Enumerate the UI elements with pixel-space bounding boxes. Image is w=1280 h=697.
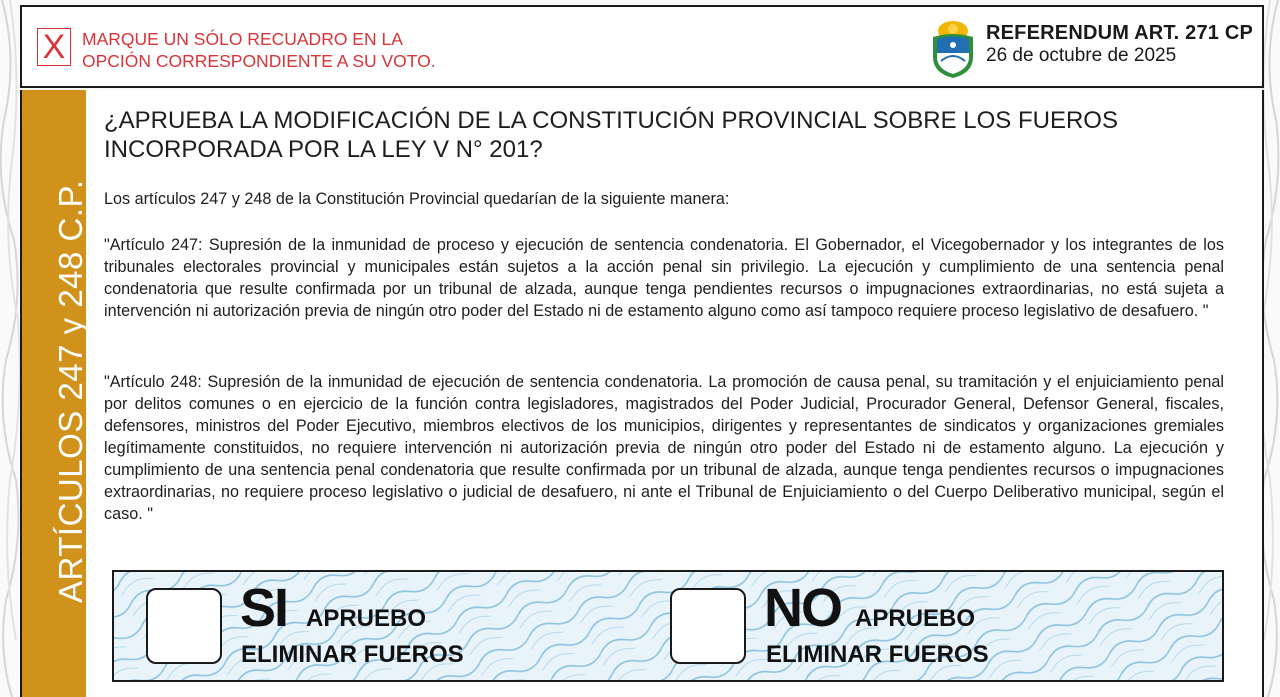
no-option-label: NO xyxy=(764,578,841,638)
question-line-2: INCORPORADA POR LA LEY V N° 201? xyxy=(104,136,543,163)
referendum-date: 26 de octubre de 2025 xyxy=(986,45,1177,66)
articles-side-label: ARTÍCULOS 247 y 248 C.P. xyxy=(52,179,89,603)
si-option-label: SI xyxy=(240,578,288,638)
article-248-text: "Artículo 248: Supresión de la inmunidad de ejecución de sentencia condenatoria. La promoción de causa penal, su tramitación y el enjuiciamiento penal por delitos comunes o en ejercicio de la función contra legisladores, magistrados del Poder Judicial, Procurador General, Defensor General, fiscales, defensores, ministros del Poder Ejecutivo, miembros electivos de los municipios, dirigentes y representantes de sindicatos y organizaciones gremiales legítimamente constituidos, no requiere intervención ni autorización previa de ningún otro poder del Estado ni de estamento alguno. La ejecución y cumplimiento de una sentencia penal condenatoria que resulte confirmada por un tribunal de alzada, aunque tenga pendientes recursos o impugnaciones extraordinarias, no requiere proceso legislativo o judicial de desafuero, ni ante el Tribunal de Enjuiciamiento o del Cuerpo Deliberativo municipal, según el caso. " xyxy=(104,373,1224,523)
vote-options-area xyxy=(112,570,1224,682)
instruction-line-1: MARQUE UN SÓLO RECUADRO EN LA xyxy=(82,29,403,49)
instruction-line-2: OPCIÓN CORRESPONDIENTE A SU VOTO. xyxy=(82,51,436,71)
no-option-eliminar-fueros: ELIMINAR FUEROS xyxy=(766,641,989,668)
provincial-crest-icon xyxy=(927,17,979,79)
no-option-apruebo: APRUEBO xyxy=(855,605,976,632)
si-checkbox[interactable] xyxy=(146,588,222,664)
si-option-apruebo: APRUEBO xyxy=(306,605,427,632)
ballot-header xyxy=(20,5,1264,88)
x-mark-icon: X xyxy=(42,28,66,66)
mark-example-box xyxy=(37,28,71,66)
articles-intro: Los artículos 247 y 248 de la Constitución Provincial quedarían de la siguiente manera: xyxy=(104,190,730,208)
referendum-title: REFERENDUM ART. 271 CP xyxy=(986,22,1254,44)
article-247-text: "Artículo 247: Supresión de la inmunidad de proceso y ejecución de sentencia condenatoria. El Gobernador, el Vicegobernador y los integrantes de los tribunales electorales provincial y municipales están sujetos a la acción penal sin privilegio. La ejecución y cumplimiento de una sentencia penal condenatoria que resulte confirmada por un tribunal de alzada, aunque tenga pendientes recursos o impugnaciones extraordinarias, no está sujeta a intervención ni autorización previa de ningún otro poder del Estado ni de estamento alguno como así tampoco requiere proceso legislativo de desafuero. " xyxy=(104,236,1224,320)
si-option-eliminar-fueros: ELIMINAR FUEROS xyxy=(241,641,464,668)
left-background-pattern xyxy=(0,0,22,697)
no-checkbox[interactable] xyxy=(670,588,746,664)
referendum-question xyxy=(104,106,1224,164)
question-line-1: ¿APRUEBA LA MODIFICACIÓN DE LA CONSTITUCIÓN PROVINCIAL SOBRE LOS FUEROS xyxy=(104,107,1118,134)
voting-instruction xyxy=(82,28,436,72)
